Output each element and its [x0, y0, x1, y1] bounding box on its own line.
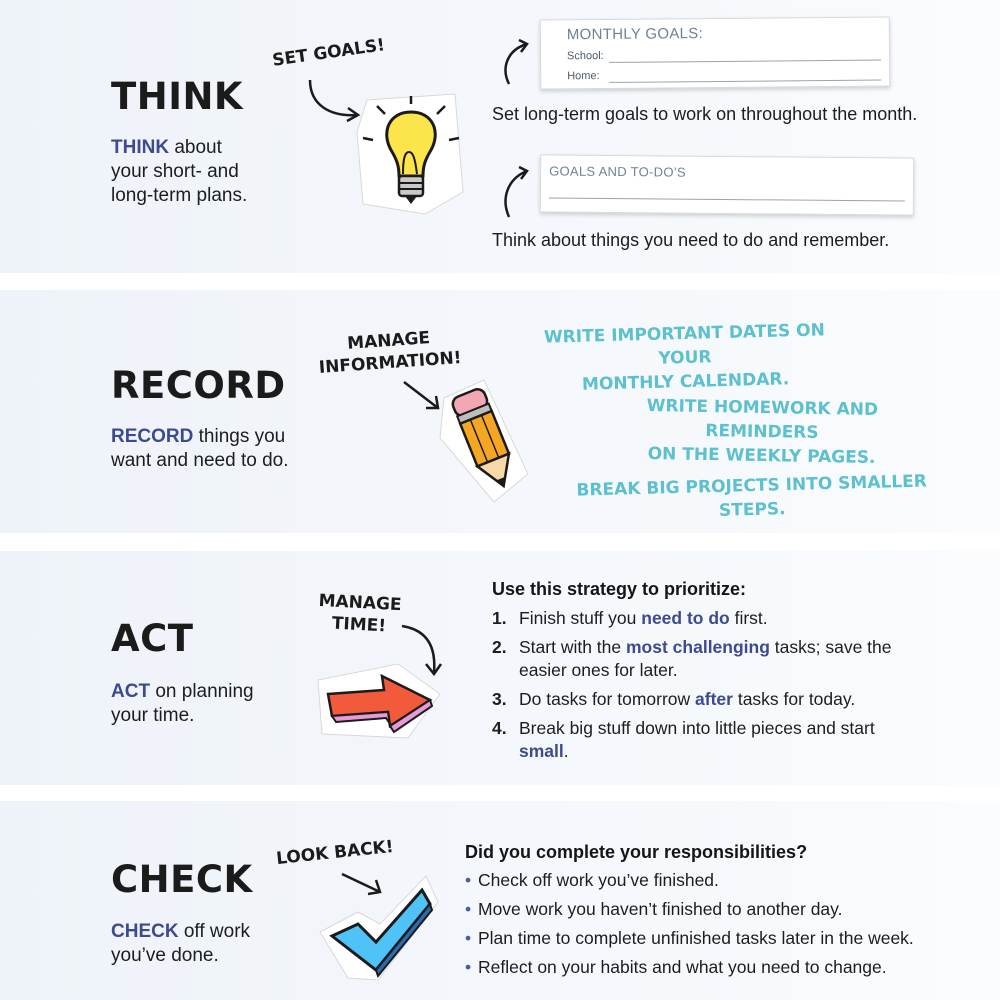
callout-line: MANAGE	[346, 328, 431, 354]
record-desc-part: things you	[193, 426, 286, 447]
list-item	[492, 717, 922, 763]
act-description	[111, 680, 254, 728]
step-number: 3.	[492, 689, 507, 709]
check-item-text: Reflect on your habits and what you need to change.	[478, 957, 887, 977]
goals-todo-title: GOALS AND TO-DO’S	[549, 163, 687, 180]
record-heading: RECORD	[111, 364, 286, 407]
goals-todo-card	[540, 154, 914, 215]
act-desc-line2: your time.	[111, 705, 195, 726]
todo-line	[549, 197, 905, 201]
home-label: Home:	[567, 70, 600, 83]
check-desc-line2: you’ve done.	[111, 945, 219, 966]
list-item	[465, 956, 985, 979]
list-item	[492, 688, 922, 711]
school-line	[609, 60, 881, 63]
step-text: tasks; save the easier ones for later.	[519, 637, 892, 680]
check-heading: CHECK	[111, 858, 253, 901]
tip-calendar	[539, 318, 831, 398]
step-text: first.	[729, 608, 768, 628]
bullet: •	[465, 957, 472, 977]
tip-projects	[567, 469, 936, 527]
step-emphasis: most challenging	[626, 637, 770, 657]
step-text: Break big stuff down into little pieces and start	[519, 718, 875, 738]
curved-arrow-icon	[497, 165, 533, 220]
prioritize-heading: Use this strategy to prioritize:	[492, 579, 747, 599]
think-desc-line2: your short- and	[111, 161, 239, 182]
record-description	[111, 425, 288, 473]
home-line	[609, 80, 881, 83]
list-item	[465, 927, 985, 950]
callout-line: INFORMATION!	[318, 348, 463, 378]
responsibilities-heading: Did you complete your responsibilities?	[465, 842, 808, 862]
step-number: 2.	[492, 637, 507, 657]
checkmark-icon	[318, 872, 440, 984]
check-description	[111, 920, 250, 968]
list-item	[492, 607, 922, 630]
list-item	[465, 869, 985, 892]
arrow-icon	[314, 660, 444, 740]
callout-line: LOOK BACK!	[275, 836, 395, 870]
act-desc-part: on planning	[150, 681, 254, 702]
list-item	[492, 636, 922, 682]
callout-line: TIME!	[331, 613, 387, 637]
think-desc-line3: long-term plans.	[111, 185, 248, 206]
lightbulb-icon	[355, 92, 467, 217]
school-label: School:	[566, 49, 604, 63]
monthly-goals-description: Set long-term goals to work on throughout the month.	[492, 104, 918, 124]
list-item	[465, 898, 985, 921]
check-item-text: Plan time to complete unfinished tasks later in the week.	[478, 928, 914, 948]
check-desc-part: off work	[178, 921, 251, 942]
manage-time-callout	[317, 590, 402, 638]
priority-steps	[492, 607, 922, 769]
callout-line: MANAGE	[318, 590, 403, 616]
check-item-text: Check off work you’ve finished.	[478, 870, 719, 890]
step-text: tasks for today.	[732, 689, 856, 709]
bullet: •	[465, 899, 472, 919]
think-desc-part: about	[169, 137, 222, 158]
bullet: •	[465, 870, 472, 890]
tip-homework	[611, 393, 912, 470]
tip-line: MONTHLY CALENDAR.	[581, 369, 790, 395]
act-heading: ACT	[111, 617, 194, 660]
check-keyword: CHECK	[111, 921, 179, 942]
monthly-goals-title: MONTHLY GOALS:	[566, 25, 704, 44]
curved-arrow-icon	[497, 38, 533, 88]
tip-line: WRITE HOMEWORK AND REMINDERS	[646, 395, 879, 443]
step-emphasis: need to do	[641, 608, 730, 628]
tip-line: WRITE IMPORTANT DATES ON YOUR	[543, 320, 826, 369]
step-text: Finish stuff you	[519, 608, 642, 628]
goals-todo-description: Think about things you need to do and remember.	[492, 230, 890, 250]
callout-line: SET GOALS!	[271, 35, 387, 71]
record-desc-line2: want and need to do.	[111, 450, 289, 471]
tip-line: BREAK BIG PROJECTS INTO SMALLER STEPS.	[576, 471, 928, 521]
bullet: •	[465, 928, 472, 948]
step-number: 1.	[492, 608, 507, 628]
step-text: Do tasks for tomorrow	[519, 689, 696, 709]
record-keyword: RECORD	[111, 426, 194, 447]
step-text: .	[563, 741, 569, 761]
act-keyword: ACT	[111, 681, 151, 702]
check-items	[465, 869, 985, 985]
step-number: 4.	[492, 718, 507, 738]
step-text: Start with the	[519, 637, 626, 657]
think-heading: THINK	[111, 75, 244, 118]
monthly-goals-card	[540, 16, 891, 89]
step-emphasis: small	[519, 741, 564, 761]
check-item-text: Move work you haven’t finished to another day.	[478, 899, 843, 919]
pencil-icon	[438, 378, 530, 503]
tip-line: ON THE WEEKLY PAGES.	[647, 444, 876, 468]
step-emphasis: after	[695, 689, 733, 709]
think-keyword: THINK	[111, 137, 170, 158]
think-description	[111, 136, 247, 208]
